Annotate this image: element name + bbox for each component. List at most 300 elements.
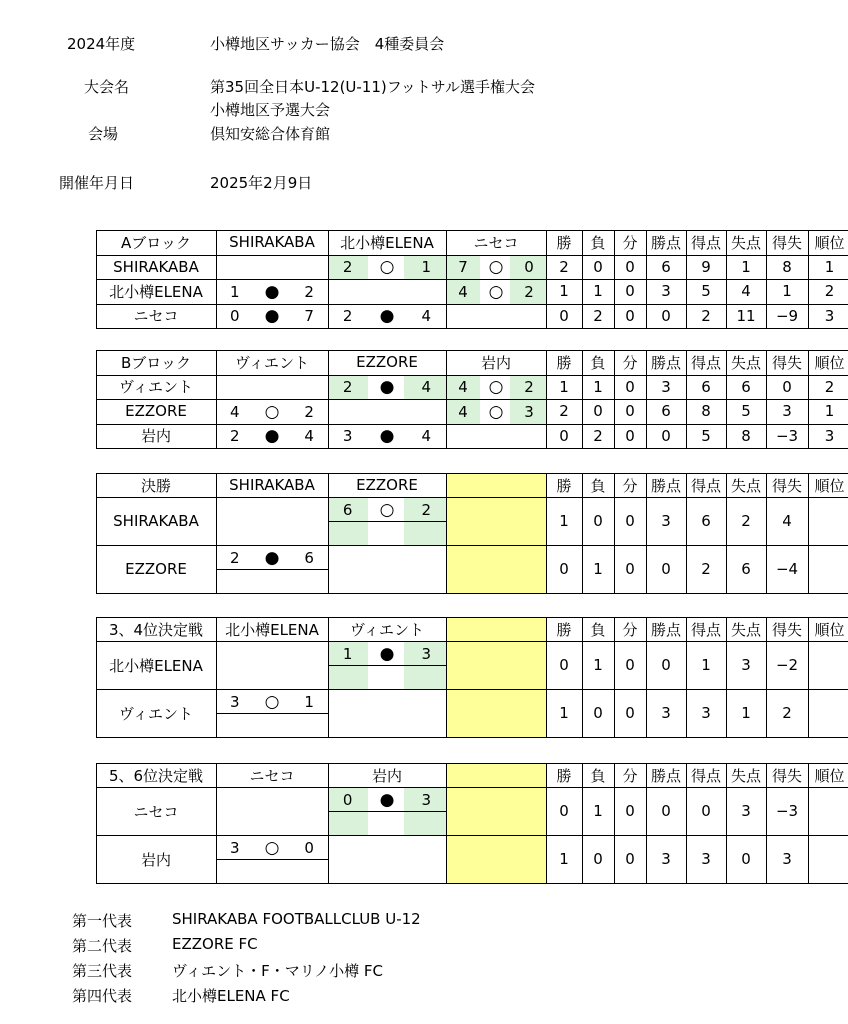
stat-header: 勝点 (650, 620, 681, 639)
stat-header: 失点 (730, 476, 761, 495)
stat-value: 1 (593, 802, 603, 820)
score-against: 2 (524, 282, 534, 301)
stat-header: 勝点 (650, 353, 681, 372)
result-mark: ○ (488, 257, 504, 278)
stat-value (808, 497, 848, 545)
stat-value: 0 (625, 512, 635, 530)
grid-line (446, 617, 447, 737)
grid-line (614, 350, 615, 448)
stat-header: 得失 (771, 353, 802, 372)
grid-line (96, 497, 546, 498)
stat-header: 得失 (771, 620, 802, 639)
grid-line (766, 230, 767, 328)
grid-line (96, 328, 546, 329)
stat-value: 0 (661, 656, 671, 674)
stat-value: 3 (782, 850, 792, 868)
stat-value: 3 (661, 704, 671, 722)
win-highlight (404, 521, 446, 545)
result-mark: ○ (488, 377, 504, 398)
stat-header: 勝点 (650, 476, 681, 495)
grid-line (96, 279, 546, 280)
grid-line (96, 304, 546, 305)
grid-line (766, 350, 767, 448)
column-team: 岩内 (480, 353, 511, 372)
column-team: 北小樽ELENA (225, 620, 319, 639)
stat-value: 1 (559, 704, 569, 722)
column-team: SHIRAKABA (229, 233, 315, 252)
stat-header: 負 (590, 766, 606, 785)
grid-line (96, 593, 546, 594)
grid-line (546, 279, 848, 280)
grid-line (328, 521, 446, 522)
stat-value: 0 (661, 426, 671, 445)
row-team: ニセコ (133, 802, 179, 821)
grid-line (546, 304, 848, 305)
stat-value: 4 (741, 282, 751, 301)
grid-line (808, 617, 809, 737)
stat-value: 1 (559, 850, 569, 868)
score-for: 2 (230, 427, 240, 446)
grid-line (96, 641, 546, 642)
stat-value: 0 (625, 282, 635, 301)
stat-value (808, 689, 848, 737)
tournament-name-line2: 小樽地区予選大会 (210, 101, 331, 119)
grid-line (546, 350, 848, 351)
stat-value: −9 (775, 306, 799, 325)
grid-line (96, 230, 97, 328)
grid-line (216, 713, 328, 714)
score-for: 4 (230, 402, 240, 421)
score-against: 3 (421, 644, 432, 663)
grid-line (546, 641, 848, 642)
stat-value: 6 (661, 402, 671, 421)
stat-value: 0 (625, 802, 635, 820)
stat-value: 1 (824, 257, 835, 276)
stat-header: 得点 (690, 233, 721, 252)
score-against: 4 (304, 427, 314, 446)
row-team: 北小樽ELENA (109, 656, 203, 675)
grid-line (646, 230, 647, 328)
grid-line (216, 569, 328, 570)
stat-value: 6 (701, 377, 711, 396)
stat-value: 0 (782, 377, 792, 396)
result-mark: ○ (488, 281, 504, 302)
block-title: Bブロック (121, 353, 191, 372)
result-mark: ● (264, 306, 280, 327)
venue-label: 会場 (88, 125, 119, 143)
grid-line (546, 593, 848, 594)
score-against: 6 (304, 548, 314, 567)
stat-value: 2 (741, 512, 751, 530)
column-team: 北小樽ELENA (340, 233, 434, 252)
stat-header: 順位 (814, 476, 845, 495)
stat-value: 1 (559, 377, 569, 396)
stat-header: 分 (622, 476, 638, 495)
stat-value: 2 (824, 377, 835, 396)
stat-value: 2 (593, 426, 603, 445)
score-against: 3 (524, 402, 534, 421)
grid-line (726, 350, 727, 448)
stat-value: 3 (741, 802, 751, 820)
stat-value: 1 (782, 282, 792, 301)
score-for: 4 (458, 282, 468, 301)
grid-line (614, 617, 615, 737)
grid-line (808, 350, 809, 448)
stat-value: 0 (593, 257, 603, 276)
stat-value: 3 (741, 656, 751, 674)
stat-value: 2 (701, 306, 711, 325)
row-team: ニセコ (133, 307, 179, 326)
grid-line (546, 617, 547, 737)
grid-line (96, 375, 546, 376)
stat-header: 順位 (814, 233, 845, 252)
grid-line (96, 545, 546, 546)
grid-line (766, 473, 767, 593)
stat-header: 順位 (814, 766, 845, 785)
tournament-label: 大会名 (84, 78, 130, 96)
grid-line (546, 230, 848, 231)
stat-value: 1 (593, 656, 603, 674)
stat-value: 1 (593, 282, 603, 301)
grid-line (646, 350, 647, 448)
stat-value: −3 (775, 426, 799, 445)
grid-line (582, 473, 583, 593)
stat-value: 0 (625, 704, 635, 722)
row-team: SHIRAKABA (113, 257, 199, 276)
row-team: SHIRAKABA (113, 512, 199, 530)
grid-line (328, 763, 329, 883)
representative-team: SHIRAKABA FOOTBALLCLUB U-12 (172, 910, 421, 928)
win-highlight (404, 811, 446, 835)
stat-value: 0 (625, 257, 635, 276)
stat-value: 8 (701, 402, 711, 421)
stat-value: 0 (741, 850, 751, 868)
win-highlight (404, 665, 446, 689)
column-team: SHIRAKABA (229, 476, 315, 494)
stat-header: 得失 (771, 233, 802, 252)
date-label: 開催年月日 (59, 174, 135, 192)
score-for: 1 (230, 282, 240, 301)
stat-value: 0 (625, 306, 635, 325)
row-team: 北小樽ELENA (109, 282, 203, 301)
grid-line (96, 473, 546, 474)
grid-line (546, 448, 848, 449)
grid-line (726, 763, 727, 883)
grid-line (216, 230, 217, 328)
result-mark: ● (264, 426, 280, 447)
blank-cell (446, 473, 546, 593)
stat-value: 1 (559, 282, 569, 301)
grid-line (446, 230, 447, 328)
grid-line (96, 763, 546, 764)
score-for: 2 (342, 258, 353, 277)
grid-line (546, 375, 848, 376)
representative-label: 第一代表 (72, 912, 133, 930)
score-for: 4 (458, 402, 468, 421)
column-team: ヴィエント (349, 620, 425, 639)
representative-label: 第三代表 (72, 962, 133, 980)
grid-line (96, 350, 546, 351)
grid-line (216, 350, 217, 448)
grid-line (328, 811, 446, 812)
grid-line (216, 859, 328, 860)
score-against: 0 (304, 838, 314, 857)
stat-value (808, 835, 848, 883)
stat-value: 3 (661, 282, 671, 301)
grid-line (546, 763, 848, 764)
stat-header: 失点 (730, 766, 761, 785)
grid-line (546, 617, 848, 618)
score-against: 2 (304, 282, 314, 301)
stat-value: 3 (661, 377, 671, 396)
grid-line (546, 230, 547, 328)
stat-header: 失点 (730, 353, 761, 372)
grid-line (582, 350, 583, 448)
representative-team: 北小樽ELENA FC (172, 987, 290, 1005)
grid-line (446, 473, 447, 593)
fiscal-year: 2024年度 (67, 35, 136, 53)
grid-line (808, 763, 809, 883)
score-against: 1 (304, 692, 314, 711)
column-team: ヴィエント (234, 353, 310, 372)
stat-value: 0 (593, 850, 603, 868)
grid-line (546, 497, 848, 498)
stat-header: 勝 (556, 233, 572, 252)
stat-value: 0 (625, 402, 635, 421)
row-team: ヴィエント (118, 378, 194, 397)
column-team: 岩内 (371, 766, 402, 785)
stat-value: 8 (741, 426, 751, 445)
grid-line (216, 763, 217, 883)
stat-value: 0 (593, 512, 603, 530)
grid-line (446, 763, 447, 883)
representative-team: EZZORE FC (172, 935, 258, 953)
stat-header: 勝点 (650, 233, 681, 252)
score-against: 4 (421, 378, 432, 397)
grid-line (646, 473, 647, 593)
score-for: 3 (230, 692, 240, 711)
stat-value: 6 (701, 512, 711, 530)
column-team: ニセコ (249, 766, 295, 785)
stat-value: 2 (559, 257, 569, 276)
grid-line (546, 763, 547, 883)
stat-value: 5 (701, 282, 711, 301)
stat-header: 分 (622, 353, 638, 372)
venue: 倶知安総合体育館 (210, 125, 331, 143)
stat-header: 失点 (730, 233, 761, 252)
stat-value: 4 (782, 512, 792, 530)
grid-line (328, 350, 329, 448)
score-for: 2 (342, 307, 353, 326)
stat-value: 8 (782, 257, 792, 276)
stat-value: 9 (701, 257, 711, 276)
grid-line (614, 763, 615, 883)
representative-team: ヴィエント・F・マリノ小樽 FC (172, 962, 383, 980)
stat-value: 0 (625, 377, 635, 396)
stat-value: 1 (741, 704, 751, 722)
grid-line (96, 737, 546, 738)
grid-line (582, 230, 583, 328)
block-title: Aブロック (121, 233, 191, 252)
stat-header: 勝 (556, 353, 572, 372)
grid-line (686, 230, 687, 328)
stat-header: 得点 (690, 353, 721, 372)
grid-line (96, 230, 546, 231)
stat-value: 3 (824, 426, 835, 445)
stat-value: 0 (661, 306, 671, 325)
score-for: 2 (230, 548, 240, 567)
grid-line (96, 787, 546, 788)
stat-value: 11 (736, 306, 756, 325)
grid-line (328, 473, 329, 593)
win-highlight (328, 811, 368, 835)
stat-header: 順位 (814, 620, 845, 639)
score-against: 2 (524, 378, 534, 397)
grid-line (686, 617, 687, 737)
stat-value: 2 (593, 306, 603, 325)
grid-line (96, 424, 546, 425)
stat-header: 負 (590, 476, 606, 495)
result-mark: ● (379, 426, 395, 447)
stat-header: 順位 (814, 353, 845, 372)
result-mark: ○ (488, 401, 504, 422)
result-mark: ○ (379, 257, 395, 278)
stat-header: 分 (622, 233, 638, 252)
stat-value: 1 (593, 560, 603, 578)
stat-value: 1 (559, 512, 569, 530)
stat-header: 分 (622, 766, 638, 785)
stat-header: 得点 (690, 766, 721, 785)
stat-value: 3 (661, 850, 671, 868)
grid-line (646, 763, 647, 883)
score-against: 2 (304, 402, 314, 421)
stat-value: 2 (701, 560, 711, 578)
stat-value: 1 (701, 656, 711, 674)
grid-line (546, 399, 848, 400)
row-team: EZZORE (125, 402, 187, 421)
stat-value: −2 (775, 656, 799, 674)
row-team: 岩内 (140, 427, 171, 446)
result-mark: ● (379, 306, 395, 327)
grid-line (546, 545, 848, 546)
grid-line (808, 473, 809, 593)
block-title: 決勝 (140, 476, 171, 495)
grid-line (726, 473, 727, 593)
representative-label: 第二代表 (72, 937, 133, 955)
grid-line (328, 617, 329, 737)
grid-line (96, 763, 97, 883)
stat-value: 0 (559, 802, 569, 820)
score-against: 7 (304, 307, 314, 326)
grid-line (546, 689, 848, 690)
stat-header: 負 (590, 353, 606, 372)
stat-value (808, 545, 848, 593)
grid-line (96, 448, 546, 449)
stat-value: 0 (559, 560, 569, 578)
stat-value: 0 (661, 802, 671, 820)
grid-line (546, 835, 848, 836)
grid-line (546, 255, 848, 256)
result-mark: ● (379, 643, 395, 664)
result-mark: ● (379, 377, 395, 398)
stat-value: 0 (593, 402, 603, 421)
score-for: 6 (342, 500, 353, 519)
grid-line (546, 350, 547, 448)
stat-value: 0 (661, 560, 671, 578)
score-for: 3 (230, 838, 240, 857)
stat-value: 6 (741, 377, 751, 396)
score-against: 2 (421, 500, 432, 519)
grid-line (686, 350, 687, 448)
stat-value: 0 (559, 306, 569, 325)
win-highlight (328, 521, 368, 545)
result-mark: ○ (264, 401, 280, 422)
grid-line (766, 763, 767, 883)
grid-line (216, 617, 217, 737)
grid-line (96, 689, 546, 690)
stat-value (808, 787, 848, 835)
event-date: 2025年2月9日 (210, 174, 313, 192)
score-for: 0 (342, 790, 353, 809)
grid-line (766, 617, 767, 737)
grid-line (546, 473, 547, 593)
column-team: ニセコ (473, 233, 519, 252)
stat-value: 0 (559, 426, 569, 445)
grid-line (96, 399, 546, 400)
grid-line (546, 787, 848, 788)
score-for: 7 (458, 258, 468, 277)
grid-line (686, 473, 687, 593)
stat-value: 1 (593, 377, 603, 396)
win-highlight (328, 665, 368, 689)
result-mark: ○ (264, 691, 280, 712)
grid-line (96, 617, 546, 618)
stat-value: 2 (824, 282, 835, 301)
stat-header: 得点 (690, 476, 721, 495)
stat-value: 0 (625, 850, 635, 868)
stat-value: 3 (824, 306, 835, 325)
grid-line (582, 763, 583, 883)
tournament-name-line1: 第35回全日本U-12(U-11)フットサル選手権大会 (210, 78, 535, 96)
stat-header: 勝 (556, 766, 572, 785)
stat-header: 勝点 (650, 766, 681, 785)
grid-line (546, 737, 848, 738)
column-team: EZZORE (356, 476, 418, 494)
score-against: 4 (421, 427, 432, 446)
score-for: 1 (342, 644, 353, 663)
stat-header: 勝 (556, 476, 572, 495)
column-team: EZZORE (356, 353, 418, 372)
grid-line (96, 350, 97, 448)
grid-line (216, 473, 217, 593)
row-team: ヴィエント (118, 704, 194, 723)
stat-value: 6 (661, 257, 671, 276)
stat-value: −4 (775, 560, 799, 578)
stat-value: 3 (701, 850, 711, 868)
result-mark: ○ (264, 837, 280, 858)
grid-line (96, 255, 546, 256)
stat-header: 負 (590, 233, 606, 252)
result-mark: ○ (379, 499, 395, 520)
grid-line (726, 230, 727, 328)
grid-line (646, 617, 647, 737)
grid-line (808, 230, 809, 328)
stat-header: 失点 (730, 620, 761, 639)
grid-line (446, 350, 447, 448)
grid-line (328, 665, 446, 666)
result-mark: ● (264, 547, 280, 568)
grid-line (96, 473, 97, 593)
